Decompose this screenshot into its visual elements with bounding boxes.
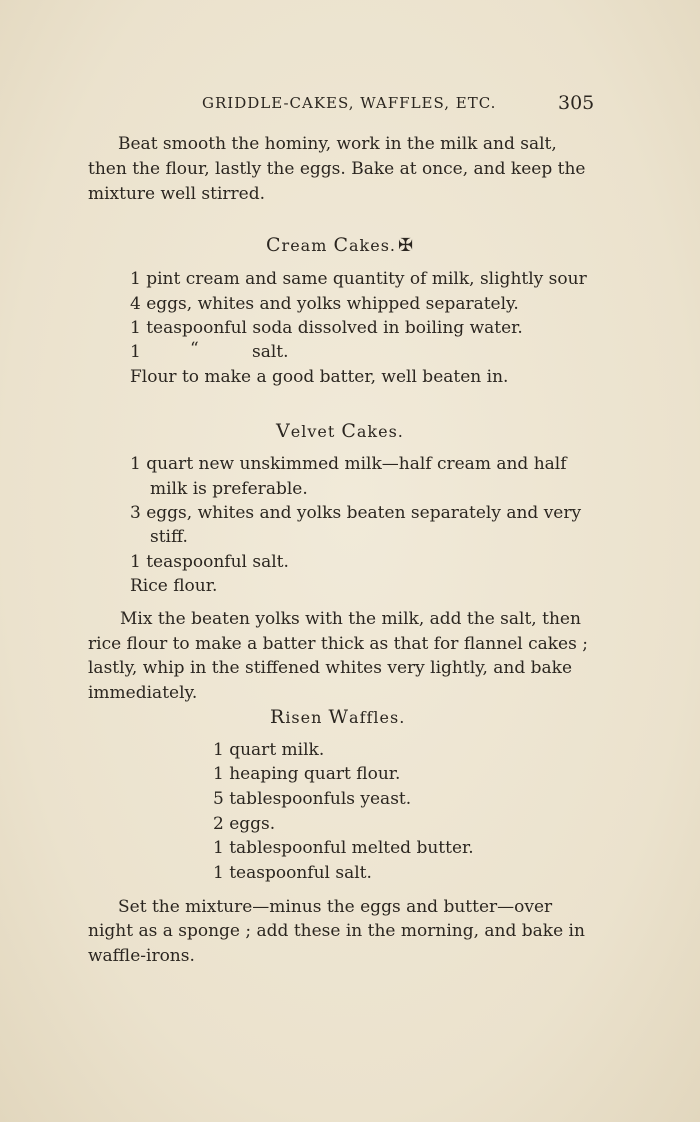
velvet-method-line-4: immediately. <box>88 683 198 703</box>
velvet-method-line-1: Mix the beaten yolks with the milk, add the salt, then <box>120 609 581 629</box>
intro-line-3: mixture well stirred. <box>88 184 265 204</box>
velvet-ingredient-1: 1 quart new unskimmed milk—half cream and half <box>130 454 567 474</box>
velvet-cakes-heading: Velvet Cakes. <box>276 420 404 442</box>
page-number: 305 <box>558 92 595 114</box>
cream-ingredient-4-ditto: “ <box>190 339 199 359</box>
waffles-method-line-2: night as a sponge ; add these in the morning, and bake in <box>88 921 585 941</box>
cream-ingredient-4-item: salt. <box>252 342 289 362</box>
waffles-ingredient-5: 1 tablespoonful melted butter. <box>213 838 474 858</box>
intro-line-2: then the flour, lastly the eggs. Bake at once, and keep the <box>88 159 586 179</box>
intro-line-1: Beat smooth the hominy, work in the milk and salt, <box>118 134 557 154</box>
waffles-method-line-3: waffle-irons. <box>88 946 195 966</box>
waffles-method-line-1: Set the mixture—minus the eggs and butter—over <box>118 897 553 917</box>
running-header: GRIDDLE-CAKES, WAFFLES, ETC. <box>202 94 497 112</box>
velvet-ingredient-3: 1 teaspoonful salt. <box>130 552 289 572</box>
cream-ingredient-3: 1 teaspoonful soda dissolved in boiling water. <box>130 318 523 338</box>
velvet-method-line-2: rice flour to make a batter thick as that for flannel cakes ; <box>88 634 588 654</box>
waffles-ingredient-3: 5 tablespoonfuls yeast. <box>213 789 412 809</box>
cream-ingredient-1: 1 pint cream and same quantity of milk, slightly sour <box>130 269 587 289</box>
cream-cakes-heading: Cream Cakes. <box>266 234 397 256</box>
cream-ingredient-4-qty: 1 <box>130 342 141 362</box>
cream-ingredient-5: Flour to make a good batter, well beaten in. <box>130 367 509 387</box>
velvet-method-line-3: lastly, whip in the stiffened whites very lightly, and bake <box>88 658 573 678</box>
risen-waffles-heading: Risen Waffles. <box>270 706 406 728</box>
velvet-ingredient-4: Rice flour. <box>130 576 218 596</box>
velvet-ingredient-2-cont: stiff. <box>150 527 188 547</box>
waffles-ingredient-6: 1 teaspoonful salt. <box>213 863 372 883</box>
waffles-ingredient-1: 1 quart milk. <box>213 740 325 760</box>
cross-mark-icon: ✠ <box>398 235 414 256</box>
velvet-ingredient-1-cont: milk is preferable. <box>150 479 308 499</box>
waffles-ingredient-2: 1 heaping quart flour. <box>213 764 401 784</box>
waffles-ingredient-4: 2 eggs. <box>213 814 276 834</box>
cream-ingredient-2: 4 eggs, whites and yolks whipped separately. <box>130 294 519 314</box>
velvet-ingredient-2: 3 eggs, whites and yolks beaten separately and very <box>130 503 582 523</box>
